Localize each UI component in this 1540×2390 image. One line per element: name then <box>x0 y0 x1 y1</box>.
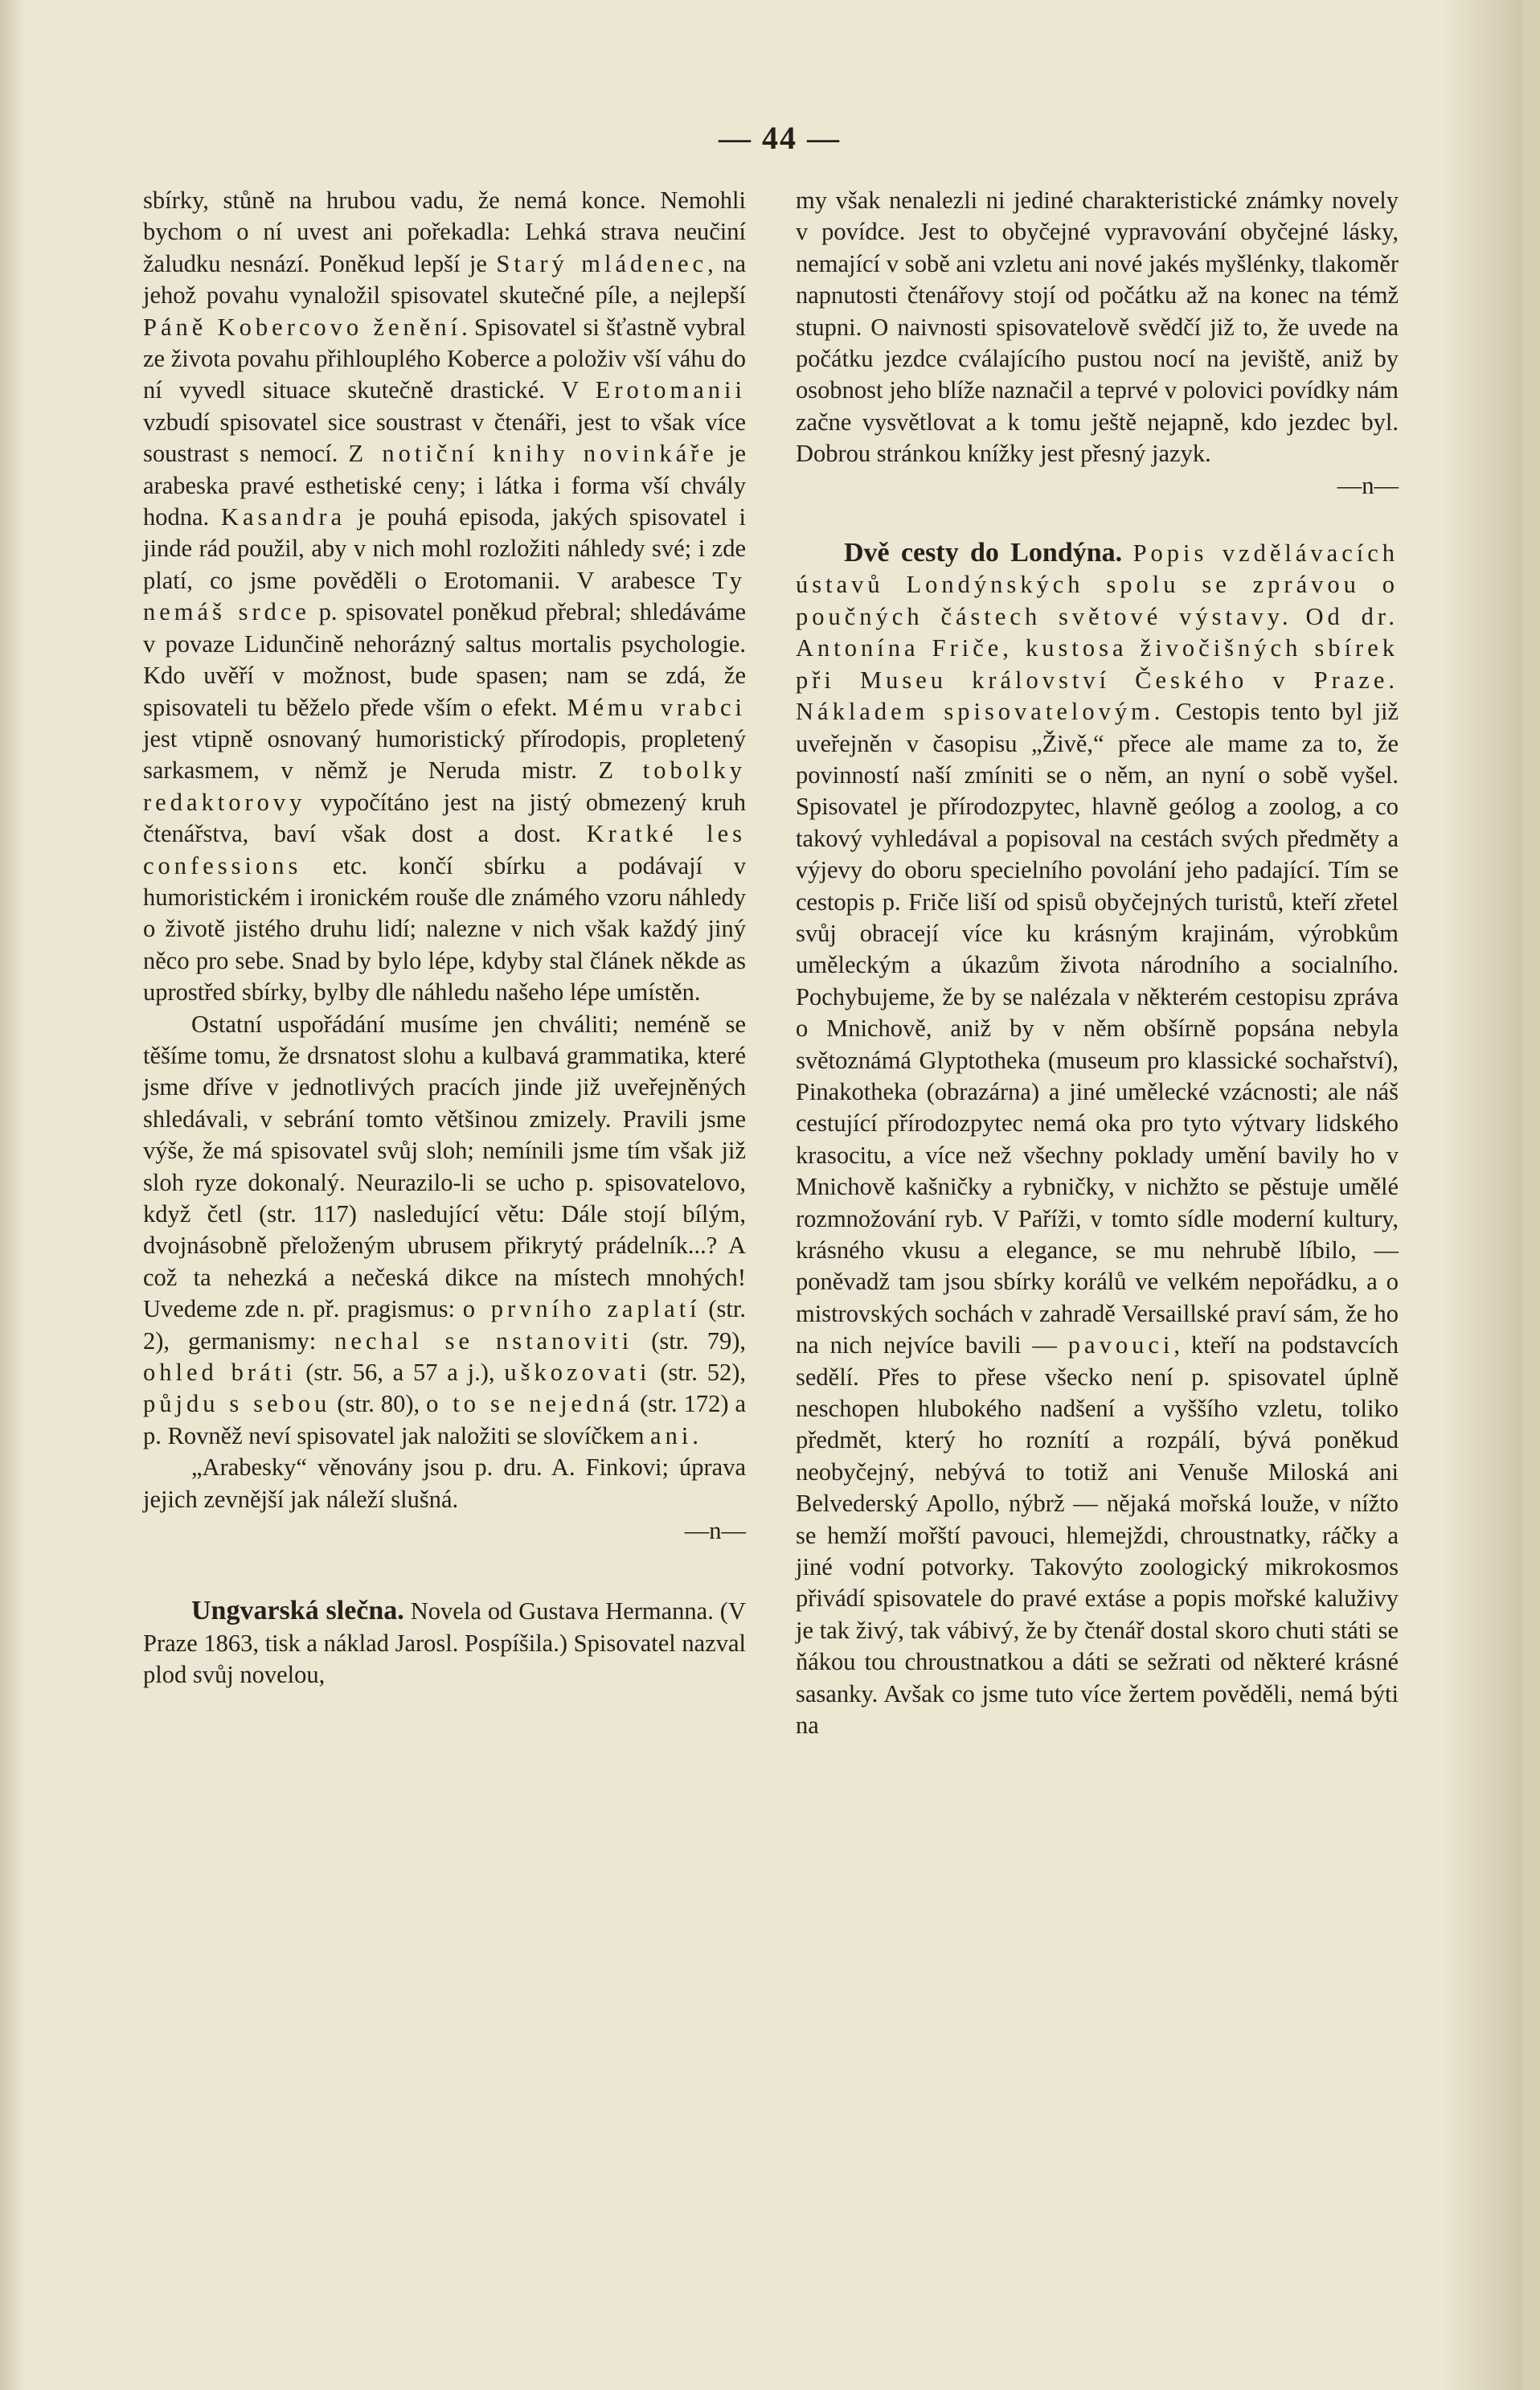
paragraph <box>143 185 746 1009</box>
text-run: . Spisovatel si šťastně vybral ze života povahu přihlouplého Koberce a položiv vší váhu do ní vyvedl situace skutečně drastické. V <box>143 313 746 404</box>
spaced-title: Z tobolky redaktorovy <box>143 756 746 816</box>
right-column <box>796 185 1399 1742</box>
text-run: (str. 80), <box>330 1390 427 1418</box>
text-run: , kteří na podstavcích sedělí. Přes to přese všecko není p. spisovatel úplně neschopen hlubokého nadšení a vyššího vzletu, toliko předmět, který ho roznítí a rozpálí, bývá poněkud neobyčejný, nebývá to totiž ani Venuše Miloská ani Belvederský Apollo, nýbrž — nějaká mořská louže, v nížto se hemží mořští pavouci, hlemejždi, chroustnatky, ráčky a jiné vodní potvorky. Takovýto zoologický mikrokosmos přivádí spisovatele do pravé extáse a popis mořské kaluživy je tak živý, tak vábivý, že by čtenář dostal skoro chuti státi se ňákou tou chroustnatkou a dáti se sežrati od některé krásné sasanky. Avšak co jsme tuto více žertem pověděli, nemá býti na <box>796 1331 1399 1740</box>
text-run: sbírky, stůně na hrubou vadu, že nemá konce. Nemohli bychom o ní uvest ani pořekadla: Lehká strava neučiní žaludku nesnází. Poněkud lepší je <box>143 187 746 277</box>
page-edge-strip <box>1522 0 1540 2390</box>
left-column <box>143 185 746 1691</box>
spaced-phrase: pavouci <box>1067 1331 1174 1359</box>
review-title: Dvě cesty do Londýna. <box>844 538 1123 568</box>
text-run: etc. končí sbírku a podávají v humoristickém i ironickém rouše dle známého vzoru náhledy o životě jistého druhu lidí; nalezne v nich však každý jiný něco pro sebe. Snad by bylo lépe, kdyby stal článek někde as uprostřed sbírky, bylby dle náhledu našeho lépe umístěn. <box>143 851 746 1006</box>
spaced-phrase: o prvního zaplatí <box>462 1295 701 1323</box>
text-run: , na jehož povahu vynaložil spisovatel skutečné píle, a nejlepší <box>143 249 746 310</box>
paragraph: my však nenalezli ni jediné charakteristické známky novely v povídce. Jest to obyčejné vypravování obyčejné lásky, nemající v sobě ani vzletu ani nové jakés myšlénky, tlakoměr napnutosti čtenářovy stojí od počátku až na konec na témž stupni. O naivnosti spisovatelově svědčí již to, že uvede na počátku jezdce cválajícího pustou nocí na jeviště, aniž by osobnost jeho blíže naznačil a teprvé v polovici povídky nám začne vysvětlovat a k tomu ještě nejapně, kdo jezdec byl. Dobrou stránkou knížky jest přesný jazyk. <box>796 187 1399 468</box>
text-run: (str. 2), germanismy: <box>143 1295 746 1355</box>
spaced-phrase: půjdu s sebou <box>143 1390 331 1418</box>
review-paragraph <box>143 1595 746 1691</box>
spaced-title: Starý mládenec <box>496 249 708 277</box>
spaced-phrase: ohled bráti <box>143 1359 297 1387</box>
text-run <box>1292 603 1306 630</box>
page-binding-shadow <box>0 0 24 2390</box>
spaced-phrase: Od dr. Antonína Friče, kustosa živočišných sbírek při Museu království Českého v Praze. Nákladem spisovatelovým. <box>796 602 1399 726</box>
text-run: jest vtipně osnovaný humoristický přírodopis, propletený sarkasmem, v němž je Neruda mistr. <box>143 724 746 785</box>
text-run: vypočítáno jest na jistý obmezený kruh čtenářstva, baví však dost a dost. <box>143 788 746 848</box>
text-run: . <box>692 1421 698 1449</box>
spaced-title: Kratké les confessions <box>143 820 746 879</box>
spaced-title: Ty nemáš srdce <box>143 566 746 626</box>
spaced-title: Páně Kobercovo ženění <box>143 313 462 341</box>
text-run: (str. 56, a 57 a j.), <box>296 1359 505 1387</box>
section-gap <box>143 1560 746 1595</box>
signature: —n— <box>684 1517 746 1545</box>
text-run: Cestopis tento byl již uveřejněn v časopisu „Živě,“ přece ale mame za to, že povinností naší zmíniti se o něm, an nyní o sobě vyšel. Spisovatel je přírodozpytec, hlavně geólog a zoolog, a co takový vyhledával a popisoval na cestách svých předměty a výjevy do oboru specielního povolání jeho padající. Tím se cestopis p. Friče liší od spisů obyčejných turistů, kteří zřetel svůj obracejí více ku krásným krajinám, výrobkům uměleckým a úkazům života národního a socialního. Pochybujeme, že by se nalézala v některém cestopisu zpráva o Mnichově, aniž by v něm obšírně popsána nebyla světoznámá Glyptotheka (museum pro klassické sochařství), Pinakotheka (obrazárna) a jiné umělecké vzácnosti; ale náš cestující přírodozpytec nemá oka pro tyto výtvary lidského krasocitu, a více než všechny poklady umění bavily ho v Mnichově kašničky a rybničky, v nichžto se pěstuje umělé rozmnožování ryb. V Paříži, v tomto sídle moderní kultury, krásného vkusu a elegance, se mu nehrubě líbilo, — poněvadž tam jsou sbírky korálů ve velkém nepořádku, a o mistrovských sochách v zahradě Versaillské praví sám, že ho na nich nejvíce bavili — <box>796 698 1399 1359</box>
spaced-title: Kasandra <box>220 503 346 531</box>
spaced-phrase: nechal se nstanoviti <box>334 1326 633 1355</box>
spaced-title: Erotomanii <box>595 376 746 404</box>
page-number: — 44 — <box>719 120 841 156</box>
text-run: je arabeska pravé esthetiské ceny; i látka i forma vší chvály hodna. <box>143 440 746 531</box>
spaced-phrase: ani <box>650 1421 693 1449</box>
paragraph: „Arabesky“ věnovány jsou p. dru. A. Finkovi; úprava jejich zevnější jak náleží slušná. <box>143 1453 746 1513</box>
spaced-title: Z notiční knihy novinkáře <box>348 440 718 468</box>
text-run: vzbudí spisovatel sice soustrast v čtenáři, jest to však více soustrast s nemocí. <box>143 408 746 468</box>
text-run: (str. 172) a p. Rovněž neví spisovatel jak naložiti se slovíčkem <box>143 1390 747 1449</box>
signature: —n— <box>1337 471 1399 499</box>
spaced-phrase: Popis vzdělávacích ústavů Londýnských spolu se zprávou o poučných částech světové výstavy. <box>796 539 1399 630</box>
text-run: Novela od Gustava Hermanna. (V Praze 1863, tisk a náklad Jarosl. Pospíšila.) Spisovatel nazval plod svůj novelou, <box>143 1597 746 1689</box>
text-run: Ostatní uspořádání musíme jen chváliti; neméně se těšíme tomu, že drsnatost slohu a kulbavá grammatika, které jsme dříve v jednotlivých pracích jinde již uveřejněných shledávali, v sebrání tomto většinou zmizely. Pravili jsme výše, že má spisovatel svůj sloh; nemínili jsme tím však již sloh ryze dokonalý. Neurazilo-li se ucho p. spisovatelovo, když četl (str. 117) nasledující větu: Dále stojí bílým, dvojnásobně přeloženým ubrusem přikrytý prádelník...? A což ta nehezká a nečeská dikce na místech mnohých! Uvedeme zde n. př. pragismus: <box>143 1010 746 1323</box>
review-title: Ungvarská slečna. <box>191 1596 404 1626</box>
text-run: (str. 79), <box>633 1326 746 1355</box>
spaced-phrase: uškozovati <box>504 1359 651 1387</box>
section-gap <box>796 502 1399 537</box>
text-run: je pouhá episoda, jakých spisovatel i jinde rád použil, aby v nich mohl rozložiti náhledy své; i zde platí, co jsme pověděli o Erotomanii. V arabesce <box>143 503 746 594</box>
review-paragraph <box>796 537 1399 1741</box>
text-run: (str. 52), <box>650 1359 746 1387</box>
text-run: p. spisovatel poněkud přebral; shledáváme v povaze Lidunčině nehorázný saltus mortalis psychologie. Kdo uvěří v možnost, bude spasen; nam se zdá, že spisovateli tu běželo přede vším o efekt. <box>143 598 746 721</box>
spaced-phrase: o to se nejedná <box>426 1390 634 1418</box>
spaced-title: Mému vrabci <box>567 693 746 721</box>
paragraph <box>143 1009 746 1453</box>
